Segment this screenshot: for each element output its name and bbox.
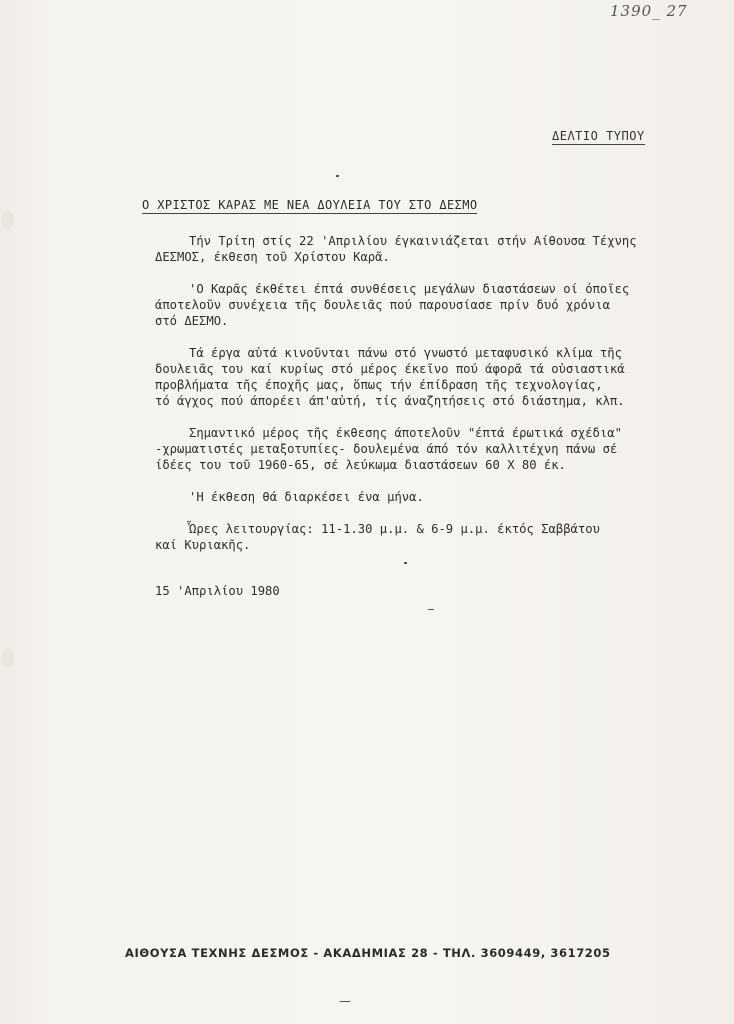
punch-hole-mark xyxy=(2,210,14,230)
gallery-address-footer: ΑΙΘΟΥΣΑ ΤΕΧΝΗΣ ΔΕΣΜΟΣ - ΑΚΑΔΗΜΙΑΣ 28 - ΤΗΛ. 3609449, 3617205 xyxy=(125,946,611,960)
press-release-body xyxy=(155,233,675,569)
paragraph-hours: Ὧρες λειτουργίας: 11-1.30 μ.μ. & 6-9 μ.μ. έκτός Σαββάτου καί Κυριακῆς. xyxy=(155,522,600,552)
document-type-label: ΔΕΛΤΙΟ ΤΥΠΟΥ xyxy=(552,129,645,143)
press-release-headline: Ο ΧΡΙΣΤΟΣ ΚΑΡΑΣ ΜΕ ΝΕΑ ΔΟΥΛΕΙΑ ΤΟΥ ΣΤΟ ΔΕΣΜΟ xyxy=(142,198,478,212)
ink-speck xyxy=(404,562,407,564)
bottom-dash-mark xyxy=(340,1001,350,1002)
ink-speck xyxy=(336,175,339,177)
release-date: 15 'Απριλίου 1980 xyxy=(155,584,280,598)
paragraph-works: 'Ο Καρᾶς έκθέτει έπτά συνθέσεις μεγάλων διαστάσεων οί όποῖες άποτελοῦν συνέχεια τῆς δουλειᾶς πού παρουσίασε πρίν δυό χρόνια στό ΔΕΣΜΟ. xyxy=(155,282,630,328)
punch-hole-mark xyxy=(2,648,14,668)
paragraph-themes: Τά έργα αὐτά κινοῦνται πάνω στό γνωστό μεταφυσικό κλίμα τῆς δουλειᾶς του καί κυρίως στό μέρος έκεῖνο πού άφορᾶ τά οὐσιαστικά προβλήματα τῆς έποχῆς μας, ὅπως τήν έπίδραση τῆς τεχνολογίας, τό άγχος πού άπορέει άπ'αὐτή, τίς άναζητήσεις στό διάστημα, κλπ. xyxy=(155,346,625,408)
paragraph-drawings: Σημαντικό μέρος τῆς έκθεσης άποτελοῦν "έπτά έρωτικά σχέδια" -χρωματιστές μεταξοτυπίες- δουλεμένα άπό τόν καλλιτέχνη πάνω σέ ίδέες του τοῦ 1960-65, σέ λεύκωμα διαστάσεων 60 Χ 80 έκ. xyxy=(155,426,622,472)
archive-handwritten-note: 1390_ 27 xyxy=(610,2,688,20)
ink-speck xyxy=(428,609,434,610)
paragraph-opening: Τήν Τρίτη στίς 22 'Απριλίου έγκαινιάζεται στήν Αίθουσα Τέχνης ΔΕΣΜΟΣ, έκθεση τοῦ Χρίστου Καρᾶ. xyxy=(155,234,637,264)
paragraph-duration: 'Η έκθεση θά διαρκέσει ένα μήνα. xyxy=(189,490,424,504)
